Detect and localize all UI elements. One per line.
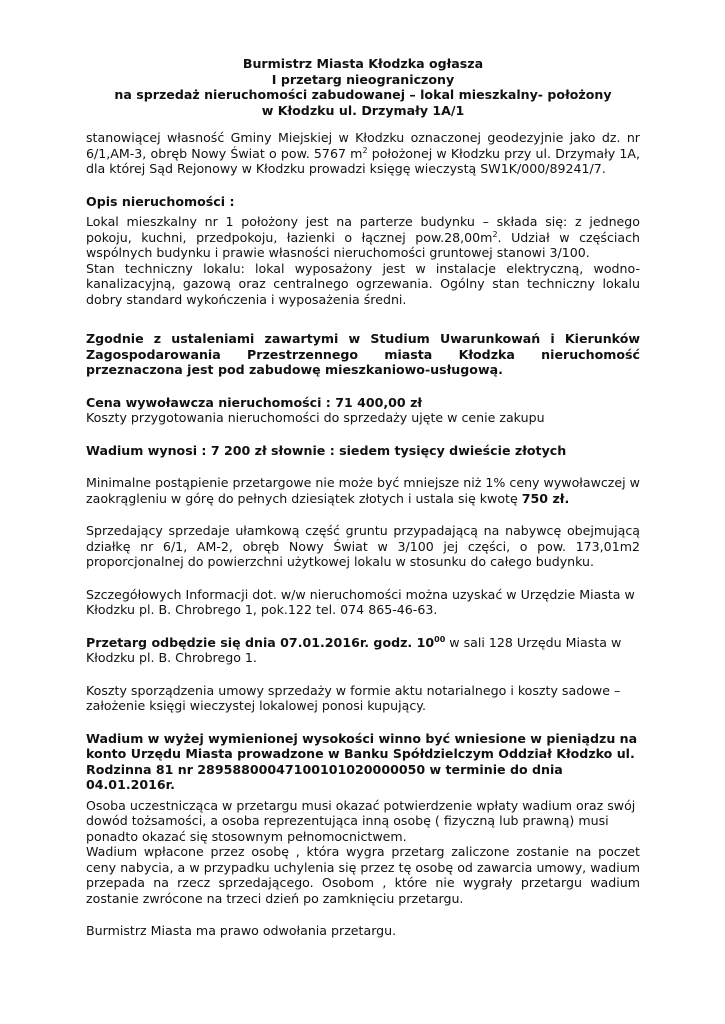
stan-techniczny-paragraph: Stan techniczny lokalu: lokal wyposażony jest w instalacje elektryczną, wodno-kanalizacyjną, gazową oraz centralnego ogrzewania. Ogólny stan techniczny lokalu dobry standard wykończenia i wyposażenia średni.: [86, 260, 640, 307]
header-tender-type: I przetarg nieograniczony: [271, 71, 455, 87]
studium-paragraph: Zgodnie z ustaleniami zawartymi w Studium Uwarunkowań i Kierunków Zagospodarowania Przestrzennego miasta Kłodzka nieruchomość przeznaczona jest pod zabudowę mieszkaniowo-usługową.: [86, 331, 640, 377]
informacje-paragraph: Szczegółowych Informacji dot. w/w nieruchomości można uzyskać w Urzędzie Miasta w Kłodzku pl. B. Chrobrego 1, pok.122 tel. 074 865-46-63.: [86, 586, 635, 617]
announcement-document: [86, 56, 640, 939]
odwolanie-paragraph: Burmistrz Miasta ma prawo odwołania przetargu.: [86, 923, 397, 938]
przetarg-paragraph: [86, 635, 640, 666]
intro-sup: 2: [362, 145, 368, 155]
opis-heading: Opis nieruchomości :: [86, 193, 235, 209]
opis-paragraph: [86, 214, 640, 261]
header-subject: na sprzedaż nieruchomości zabudowanej – lokal mieszkalny- położony: [114, 87, 612, 102]
postapienie-paragraph: [86, 475, 640, 506]
wadium-wplata-paragraph: Wadium w wyżej wymienionej wysokości winno być wniesione w pieniądzu na konto Urzędu Miasta prowadzone w Banku Spółdzielczym Oddział Kłodzko ul. Rodzinna 81 nr 28958800047100101020000050 w terminie do dnia 04.01.2016r.: [86, 730, 638, 792]
postapienie-amount: 750 zł.: [521, 490, 570, 506]
wadium-heading: Wadium wynosi : 7 200 zł słownie : siedem tysięcy dwieście złotych: [86, 442, 567, 458]
koszty-paragraph: Koszty sporządzenia umowy sprzedaży w formie aktu notarialnego i koszty sadowe – założenie księgi wieczystej lokalowej ponosi kupujący.: [86, 682, 621, 713]
przetarg-sup: 00: [434, 634, 446, 644]
wadium-zwrot-paragraph: Wadium wpłacone przez osobę , która wygra przetarg zaliczone zostanie na poczet ceny nabycia, a w przypadku uchylenia się przez tę osobę od zawarcia umowy, wadium przepada na rzecz sprzedającego. Osobom , które nie wygrały przetargu wadium zostanie zwrócone na trzeci dzień po zamknięciu przetargu.: [86, 844, 640, 906]
announcement-header: [86, 56, 640, 118]
opis-text-cont: . Udział w częściach wspólnych budynku i prawie własności nieruchomości gruntowej stanowi 3/100.: [86, 229, 640, 260]
header-title: Burmistrz Miasta Kłodzka ogłasza: [242, 56, 484, 71]
osoba-paragraph: Osoba uczestnicząca w przetargu musi okazać potwierdzenie wpłaty wadium oraz swój dowód tożsamości, a osoba reprezentująca inną osobę ( fizyczną lub prawną) musi ponadto okazać się stosownym pełnomocnictwem.: [86, 797, 636, 844]
intro-text: stanowiącej własność Gminy Miejskiej w Kłodzku oznaczonej geodezyjnie jako dz. nr 6/1,AM-3, obręb Nowy Świat o pow. 5767 m: [86, 130, 640, 161]
ulamek-paragraph: Sprzedający sprzedaje ułamkową część gruntu przypadającą na nabywcę obejmującą działkę nr 6/1, AM-2, obręb Nowy Świat w 3/100 jej części, o pow. 173,01m2 proporcjonalnej do powierzchni użytkowej lokalu w stosunku do całego budynku.: [86, 523, 640, 569]
postapienie-text: Minimalne postąpienie przetargowe nie może być mniejsze niż 1% ceny wywoławczej w zaokrągleniu w górę do pełnych dziesiątek złotych i ustala się kwotę: [86, 475, 640, 506]
opis-sup: 2: [492, 229, 498, 239]
cena-note: Koszty przygotowania nieruchomości do sprzedaży ujęte w cenie zakupu: [86, 410, 545, 425]
intro-text-cont: położonej w Kłodzku przy ul. Drzymały 1A, dla której Sąd Rejonowy w Kłodzku prowadzi księgę wieczystą SW1K/000/89241/7.: [86, 145, 640, 176]
cena-heading: Cena wywoławcza nieruchomości : 71 400,00 zł: [86, 394, 423, 410]
header-location: w Kłodzku ul. Drzymały 1A/1: [261, 102, 465, 118]
przetarg-place: w sali 128 Urzędu Miasta w Kłodzku pl. B. Chrobrego 1.: [86, 634, 622, 665]
przetarg-date: Przetarg odbędzie się dnia 07.01.2016r. godz. 10: [86, 634, 435, 650]
intro-paragraph: [86, 130, 640, 177]
opis-text: Lokal mieszkalny nr 1 położony jest na parterze budynku – składa się: z jednego pokoju, kuchni, przedpokoju, łazienki o łącznej pow.28,00m: [86, 214, 640, 245]
